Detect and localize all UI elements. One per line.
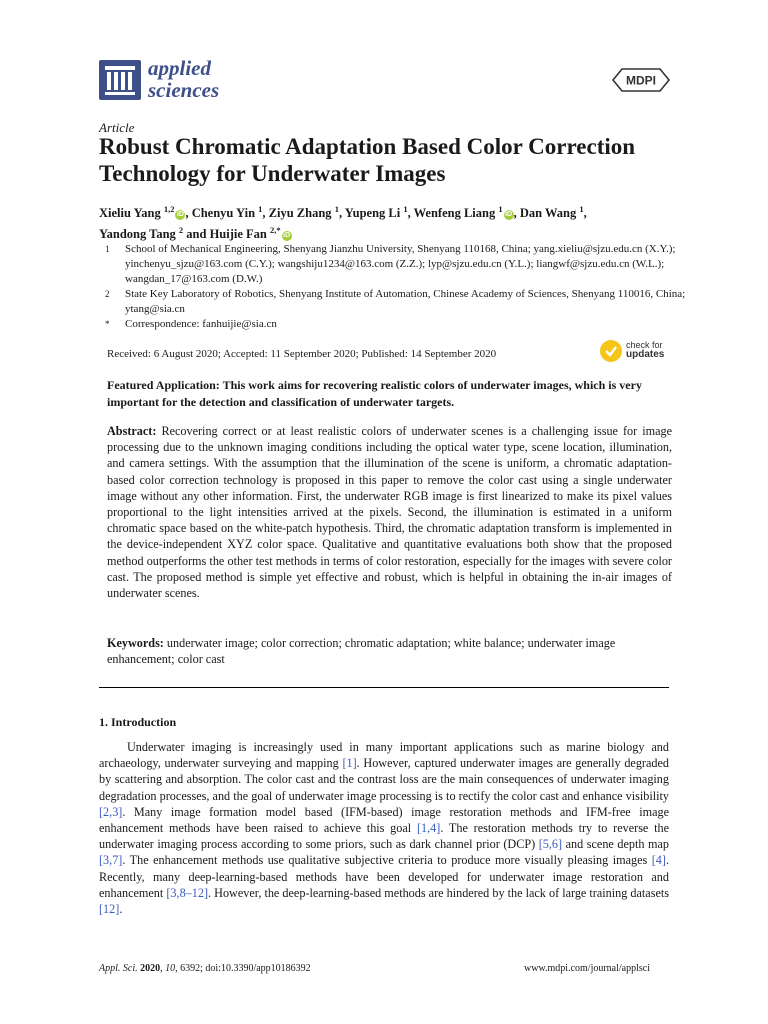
intro-text: . Many image formation model based (IFM-based) image restoration methods and IFM-free image enhancement methods have been raised to achieve this goal (99, 804, 669, 836)
keywords (107, 635, 672, 667)
intro-text: . The enhancement methods use qualitative subjective criteria to produce more visually pleasing images (122, 853, 652, 868)
featured-application: Featured Application: This work aims for recovering realistic colors of underwater images, which is very important for the detection and classification of underwater targets. (107, 378, 642, 409)
section-divider (99, 687, 669, 688)
footer-journal-abbr: Appl. Sci. (99, 963, 138, 974)
affiliation-marker: * (105, 319, 110, 329)
orcid-icon[interactable]: iD (505, 211, 513, 219)
intro-text: . However, captured underwater images are generally degraded by scattering and absorption. The color cast and the contrast loss are the main consequences of underwater imaging degradation processes, and the goal of underwater image processing is to rectify the color cast and enhance visibility (99, 756, 669, 803)
orcid-icon[interactable]: iD (176, 211, 184, 219)
section-heading: 1. Introduction (99, 715, 177, 729)
author-list: Xieliu Yang $^{1,2}$iD , Chenyu Yin $^1$, Ziyu Zhang $^1$, Yupeng Li $^1$, Wenfeng Liang $^1$iD , Dan Wang $^1$, Yandong Tang $^2$ and Huijie Fan $^{2,*}$iD (99, 204, 587, 242)
author-affil-sup: 2 (178, 225, 184, 236)
citation-link[interactable]: [1,4] (416, 821, 441, 836)
affiliation-marker: 1 (105, 244, 110, 254)
correspondence-text: Correspondence: fanhuijie@sia.cn (125, 318, 277, 330)
journal-name (148, 57, 219, 101)
intro-text: . Recently, many deep-learning-based methods have been developed for underwater image restoration and enhancement (99, 853, 669, 900)
affiliation-row (99, 287, 699, 317)
author-affil-sup: 2,* (270, 225, 281, 236)
orcid-icon[interactable]: iD (283, 232, 291, 240)
footer-volume: 10 (165, 963, 176, 974)
citation-link[interactable]: [3,8–12] (166, 885, 209, 900)
citation-link[interactable]: [4] (651, 853, 666, 868)
mdpi-logo-text: MDPI (626, 73, 656, 88)
check-updates-line1: check for (626, 340, 663, 350)
affiliation-text: School of Mechanical Engineering, Shenyang Jianzhu University, Shenyang 110168, China; yang.xieliu@sjzu.edu.cn (X.Y.); yinchenyu_sjzu@163.com (C.Y.); wangshiju1234@163.com (Z.Z.); lyp@sjzu.edu.cn (Y.L.); liangwf@sjzu.edu.cn (W.L.); wangdan_17@163.com (D.W.) (125, 243, 676, 285)
intro-text: and scene depth map (562, 837, 669, 852)
abstract-text: Recovering correct or at least realistic colors of underwater scenes is a challenging issue for image processing due to the unknown imaging conditions including the optical water type, scene location, illumination, and camera settings. With the assumption that the illumination of the scene is uniform, a chromatic adaptation-based color correction technology is proposed in this paper to remove the color cast using a single underwater image without any other information. First, the underwater RGB image is first linearized to make its pixel values proportional to the light intensities arrived at the pixels. Second, the illumination is estimated in a uniform chromatic space based on the white-patch hypothesis. Third, the chromatic adaptation transform is implemented in the device-independent XYZ color space. Qualitative and quantitative evaluations both show that the proposed method outperforms the other test methods in terms of color restoration, especially for the images with severe color cast. The proposed method is simple yet effective and robust, which is helpful in obtaining the in-air images of underwater scenes. (107, 424, 672, 601)
author-affil-sup: 1,2 (163, 204, 175, 214)
intro-text: . However, the deep-learning-based methods are hindered by the lack of large training datasets (208, 885, 669, 900)
author-affil-sup: 1 (403, 204, 408, 214)
mdpi-logo (612, 68, 670, 92)
affiliation-text: State Key Laboratory of Robotics, Shenyang Institute of Automation, Chinese Academy of Sciences, Shenyang 110016, China; ytang@sia.cn (125, 288, 686, 315)
intro-text: . The restoration methods try to reverse the underwater imaging process according to some priors, such as dark channel prior (DCP) (99, 821, 670, 852)
keywords-label: Keywords: (107, 636, 164, 650)
author-affil-sup: 1 (258, 204, 263, 214)
author: Wenfeng Liang (413, 206, 496, 221)
affiliation-marker: 2 (105, 289, 110, 299)
intro-text: Underwater imaging is increasingly used in many important applications such as marine biology and archaeology, underwater surveying and mapping (99, 740, 669, 771)
author-affil-sup: 1 (334, 204, 339, 214)
journal-logo (99, 60, 141, 100)
footer-doi: , 6392; doi:10.3390/app10186392 (175, 963, 311, 974)
footer-url[interactable]: www.mdpi.com/journal/applsci (524, 963, 650, 974)
author: Huijie Fan (209, 227, 267, 242)
author: Dan Wang (519, 206, 577, 221)
author: Xieliu Yang (99, 206, 161, 221)
paper-title: Robust Chromatic Adaptation Based Color Correction Technology for Underwater Images (99, 134, 636, 186)
citation-link[interactable]: [3,7] (99, 853, 123, 868)
check-updates-icon (600, 340, 622, 362)
author: Ziyu Zhang (268, 206, 332, 221)
affiliation-row (99, 317, 699, 332)
intro-text: . (119, 902, 123, 917)
publication-dates: Received: 6 August 2020; Accepted: 11 September 2020; Published: 14 September 2020 (107, 348, 497, 360)
author-affil-sup: 1 (498, 204, 503, 214)
author: Yupeng Li (344, 206, 401, 221)
intro-paragraph (99, 739, 669, 917)
journal-name-line1: applied (148, 56, 211, 80)
footer-year: 2020 (140, 963, 161, 974)
check-updates-line2: updates (626, 349, 665, 360)
abstract-label: Abstract: (107, 424, 157, 438)
affiliation-row (99, 242, 699, 287)
article-type: Article (99, 120, 135, 135)
affiliations (99, 242, 699, 332)
abstract (107, 423, 672, 601)
keywords-text: underwater image; color correction; chromatic adaptation; white balance; underwater image enhancement; color cast (107, 636, 616, 667)
citation-link[interactable]: [5,6] (538, 837, 563, 852)
journal-name-line2: sciences (148, 78, 220, 102)
author: Chenyu Yin (191, 206, 256, 221)
check-for-updates-badge[interactable] (600, 338, 672, 364)
footer-citation: Appl. Sci. 2020, 10, 6392; doi:10.3390/app10186392 (99, 963, 311, 974)
citation-link[interactable]: [2,3] (99, 804, 123, 819)
citation-link[interactable]: [12] (99, 902, 120, 917)
author-affil-sup: 1 (579, 204, 584, 214)
citation-link[interactable]: [1] (342, 756, 357, 771)
author: Yandong Tang (99, 227, 176, 242)
